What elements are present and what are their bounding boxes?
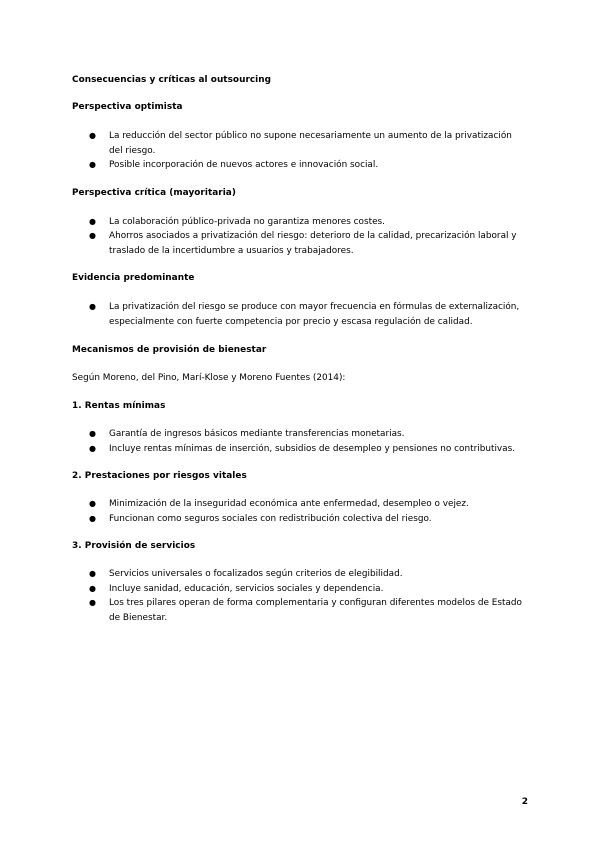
list-item [72, 567, 530, 582]
bullet-icon: ● [89, 499, 96, 508]
list-item [72, 596, 530, 625]
bullet-icon: ● [89, 598, 96, 607]
list-item [72, 158, 530, 173]
heading-prestaciones: 2. Prestaciones por riesgos vitales [72, 471, 247, 481]
list-item [72, 215, 530, 230]
section-title: Consecuencias y críticas al outsourcing [72, 75, 272, 85]
list-item-text: Incluye rentas mínimas de inserción, subsidios de desempleo y pensiones no contributivas. [109, 443, 516, 454]
list-item-text: Minimización de la inseguridad económica ante enfermedad, desempleo o vejez. [109, 499, 469, 509]
list-item-text: La reducción del sector público no supone necesariamente un aumento de la privatización del riesgo. [109, 131, 512, 156]
list-item-text: La privatización del riesgo se produce con mayor frecuencia en fórmulas de externalización, especialmente con fuerte competencia por precio y escasa regulación de calidad. [109, 302, 520, 327]
list-item [72, 497, 530, 512]
bullet-icon: ● [89, 513, 96, 523]
list-evidencia-predominante [72, 300, 530, 329]
list-item-text: Ahorros asociados a privatización del riesgo: deterioro de la calidad, precarización laboral y traslado de la incertidumbre a usuarios y trabajadores. [109, 231, 517, 256]
page-number: 2 [521, 797, 528, 807]
bullet-icon: ● [89, 302, 96, 311]
list-item-text: Servicios universales o focalizados según criterios de elegibilidad. [109, 569, 403, 579]
list-item [72, 582, 530, 597]
bullet-icon: ● [89, 569, 96, 578]
list-item [72, 512, 530, 527]
list-prestaciones [72, 497, 530, 526]
bullet-icon: ● [89, 160, 96, 169]
list-provision-servicios [72, 567, 530, 625]
list-item [72, 129, 530, 158]
heading-mecanismos: Mecanismos de provisión de bienestar [72, 345, 267, 355]
heading-evidencia-predominante: Evidencia predominante [72, 273, 195, 283]
list-rentas-minimas [72, 427, 530, 456]
bullet-icon: ● [89, 131, 96, 140]
list-perspectiva-critica [72, 215, 530, 259]
list-item-text: Garantía de ingresos básicos mediante transferencias monetarias. [109, 429, 405, 439]
list-item [72, 427, 530, 442]
bullet-icon: ● [89, 231, 96, 240]
list-item-text: Funcionan como seguros sociales con redistribución colectiva del riesgo. [109, 513, 432, 524]
list-perspectiva-optimista [72, 129, 530, 173]
heading-perspectiva-critica: Perspectiva crítica (mayoritaria) [72, 187, 236, 198]
list-item [72, 300, 530, 329]
list-item-text: Los tres pilares operan de forma complementaria y configuran diferentes modelos de Estado de Bienestar. [109, 598, 522, 623]
list-item-text: Posible incorporación de nuevos actores e innovación social. [109, 160, 379, 170]
bullet-icon: ● [89, 443, 96, 453]
intro-paragraph: Según Moreno, del Pino, Marí-Klose y Moreno Fuentes (2014): [72, 373, 346, 383]
heading-perspectiva-optimista: Perspectiva optimista [72, 102, 183, 112]
list-item-text: Incluye sanidad, educación, servicios sociales y dependencia. [109, 583, 384, 594]
heading-rentas-minimas: 1. Rentas mínimas [72, 401, 166, 411]
list-item [72, 229, 530, 258]
heading-provision-servicios: 3. Provisión de servicios [72, 541, 196, 551]
bullet-icon: ● [89, 216, 96, 226]
bullet-icon: ● [89, 429, 96, 438]
bullet-icon: ● [89, 583, 96, 593]
list-item-text: La colaboración público-privada no garantiza menores costes. [109, 216, 385, 227]
list-item [72, 442, 530, 457]
